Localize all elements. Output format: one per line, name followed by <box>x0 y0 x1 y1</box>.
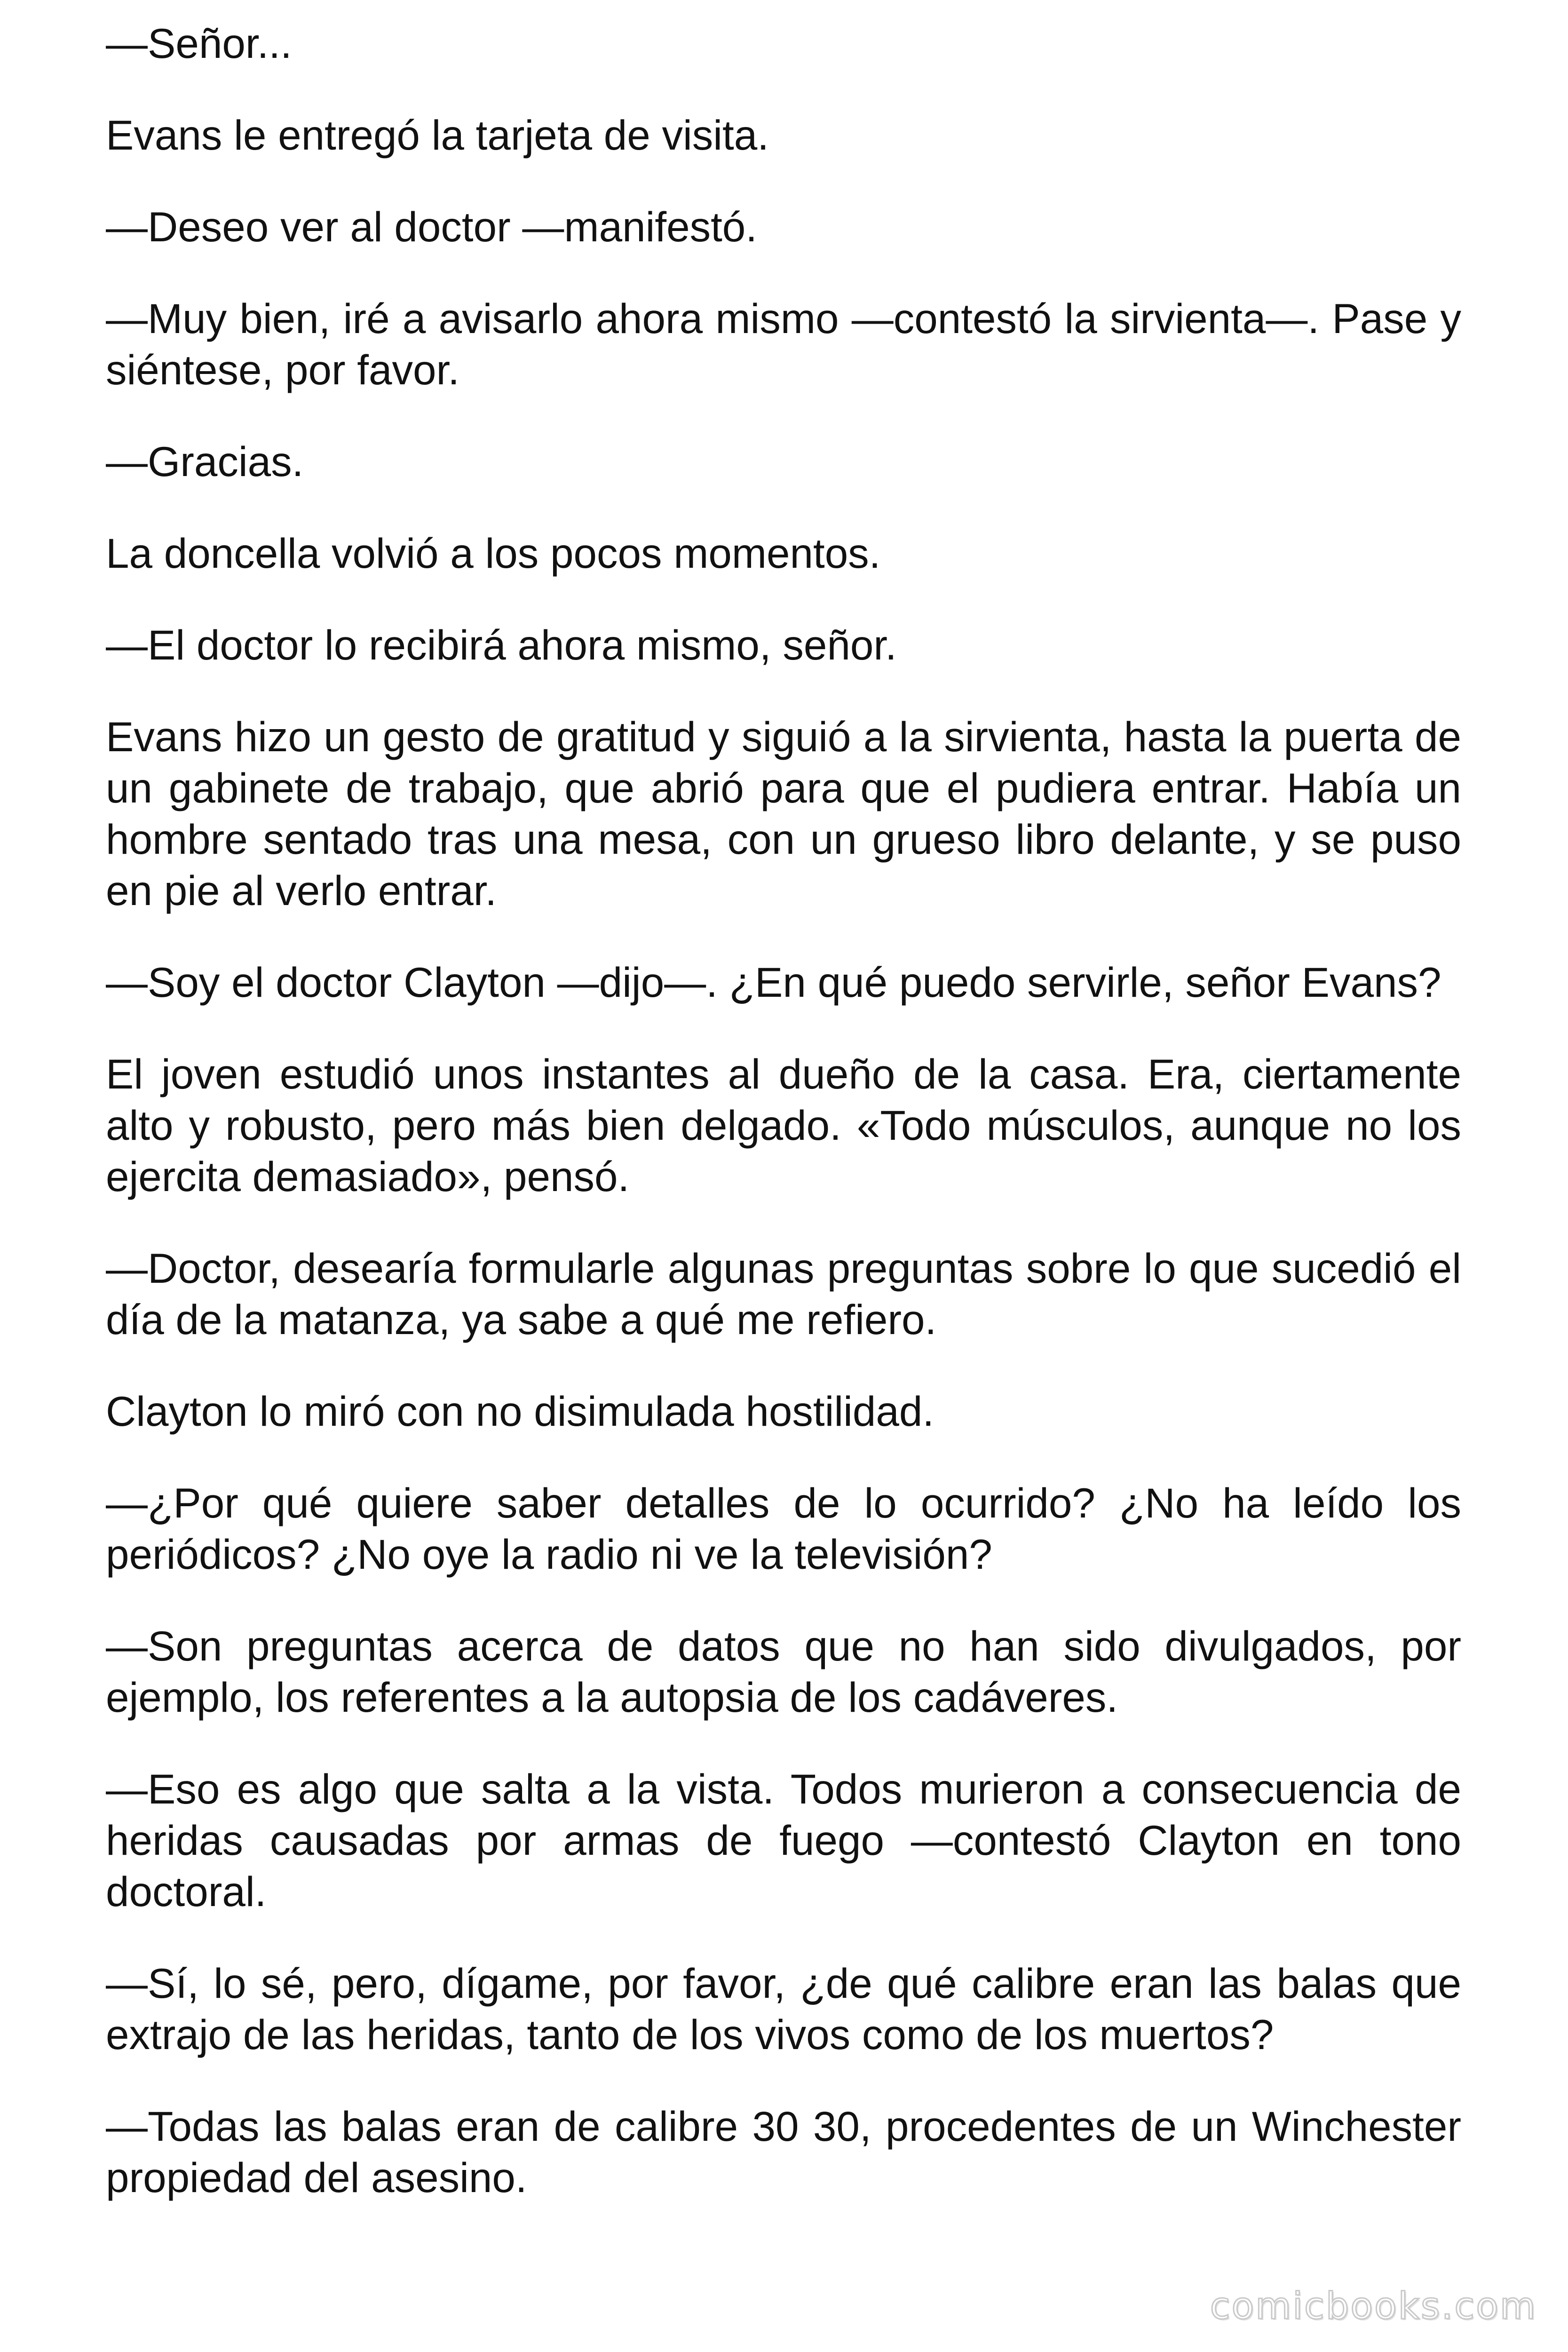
paragraph: El joven estudió unos instantes al dueño de la casa. Era, ciertamente alto y robusto, pero más bien delgado. «Todo músculos, aunque no los ejercita demasiado», pensó. <box>106 1050 1461 1200</box>
paragraph: —¿Por qué quiere saber detalles de lo ocurrido? ¿No ha leído los periódicos? ¿No oye la radio ni ve la televisión? <box>106 1479 1461 1578</box>
paragraph: —Doctor, desearía formularle algunas preguntas sobre lo que sucedió el día de la matanza, ya sabe a qué me refiero. <box>106 1245 1461 1343</box>
paragraph: Clayton lo miró con no disimulada hostilidad. <box>106 1388 934 1435</box>
document-page <box>106 18 1461 2244</box>
paragraph: —Son preguntas acerca de datos que no han sido divulgados, por ejemplo, los referentes a la autopsia de los cadáveres. <box>106 1622 1461 1721</box>
paragraph: Evans hizo un gesto de gratitud y siguió a la sirvienta, hasta la puerta de un gabinete de trabajo, que abrió para que el pudiera entrar. Había un hombre sentado tras una mesa, con un grueso libro delante, y se puso en pie al verlo entrar. <box>106 713 1461 914</box>
paragraph: —Sí, lo sé, pero, dígame, por favor, ¿de qué calibre eran las balas que extrajo de las heridas, tanto de los vivos como de los muertos? <box>106 1960 1461 2058</box>
paragraph: —Muy bien, iré a avisarlo ahora mismo —contestó la sirvienta—. Pase y siéntese, por favor. <box>106 295 1461 393</box>
paragraph: —Todas las balas eran de calibre 30 30, procedentes de un Winchester propiedad del asesino. <box>106 2103 1461 2201</box>
paragraph: —Soy el doctor Clayton —dijo—. ¿En qué puedo servirle, señor Evans? <box>106 959 1441 1006</box>
paragraph: —El doctor lo recibirá ahora mismo, señor. <box>106 621 897 668</box>
paragraph: —Deseo ver al doctor —manifestó. <box>106 203 758 250</box>
paragraph: Evans le entregó la tarjeta de visita. <box>106 111 769 159</box>
paragraph: —Señor... <box>106 20 292 67</box>
paragraph: —Gracias. <box>106 438 304 485</box>
paragraph: La doncella volvió a los pocos momentos. <box>106 530 881 577</box>
paragraph: —Eso es algo que salta a la vista. Todos murieron a consecuencia de heridas causadas por armas de fuego —contestó Clayton en tono doctoral. <box>106 1765 1461 1915</box>
watermark: comicbooks.com <box>1210 2285 1537 2328</box>
